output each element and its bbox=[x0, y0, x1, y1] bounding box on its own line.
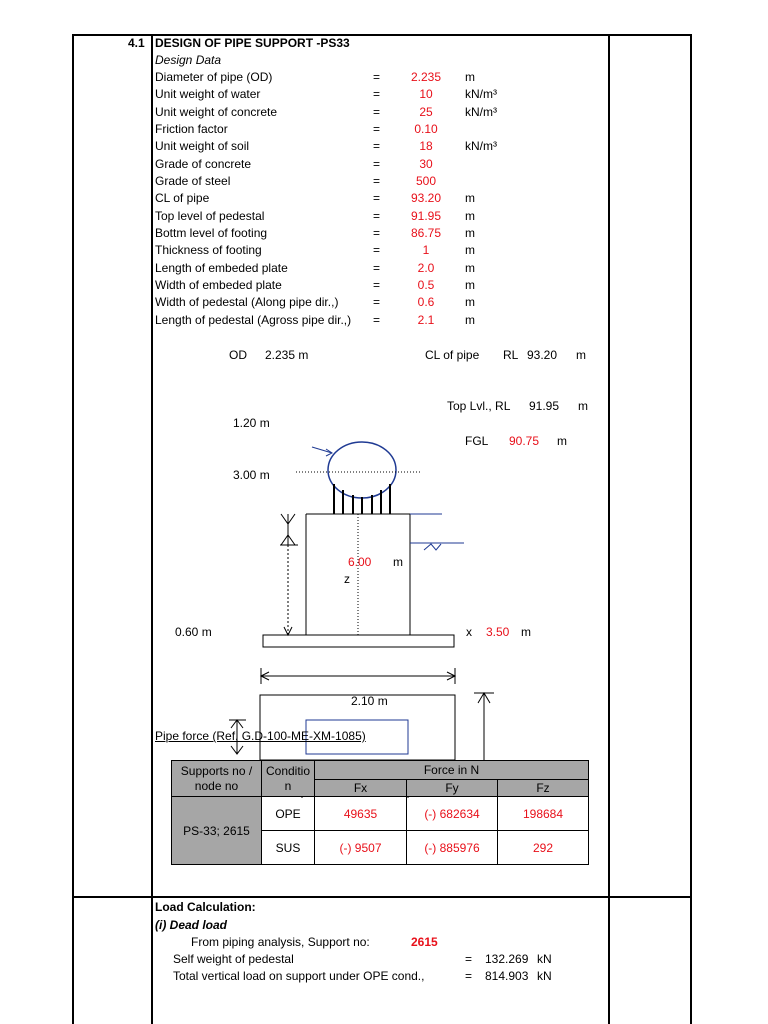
cl-rl: RL bbox=[503, 348, 519, 362]
self-weight-equals: = bbox=[465, 952, 473, 966]
section-number: 4.1 bbox=[128, 36, 145, 50]
row-unit: m bbox=[465, 261, 475, 275]
dim-600-value: 6.00 bbox=[348, 555, 372, 569]
condition-cell: SUS bbox=[262, 831, 315, 865]
row-unit: m bbox=[465, 191, 475, 205]
total-load-equals: = bbox=[465, 969, 473, 983]
top-level-label: Top Lvl., RL bbox=[447, 399, 511, 413]
top-level-unit: m bbox=[578, 399, 588, 413]
table-row bbox=[172, 797, 589, 831]
support-header bbox=[172, 761, 262, 797]
row-label: Grade of steel bbox=[155, 174, 231, 188]
label-column-line bbox=[151, 34, 153, 1024]
fz-cell: 292 bbox=[498, 831, 589, 865]
condition-header bbox=[262, 761, 315, 797]
total-load-unit: kN bbox=[537, 969, 552, 983]
footing bbox=[263, 635, 454, 647]
row-label: Top level of pedestal bbox=[155, 209, 265, 223]
row-value: 2.235 bbox=[410, 70, 442, 84]
row-equals: = bbox=[373, 209, 381, 223]
top-level-value: 91.95 bbox=[529, 399, 560, 413]
row-value: 0.5 bbox=[417, 278, 435, 292]
row-equals: = bbox=[373, 139, 381, 153]
force-arrow bbox=[312, 447, 332, 453]
total-load-value: 814.903 bbox=[485, 969, 529, 983]
support-no-value: 2615 bbox=[411, 935, 438, 949]
row-value: 93.20 bbox=[410, 191, 442, 205]
fx-header: Fx bbox=[315, 780, 407, 797]
row-equals: = bbox=[373, 278, 381, 292]
row-equals: = bbox=[373, 295, 381, 309]
row-value: 0.6 bbox=[417, 295, 435, 309]
row-label: Thickness of footing bbox=[155, 243, 262, 257]
x-axis-label: x bbox=[466, 625, 472, 639]
fgl-label: FGL bbox=[465, 434, 489, 448]
cl-value: 93.20 bbox=[527, 348, 558, 362]
row-label: Width of embeded plate bbox=[155, 278, 282, 292]
dim-120-label: 1.20 m bbox=[233, 416, 270, 430]
od-label: OD bbox=[229, 348, 247, 362]
row-equals: = bbox=[373, 157, 381, 171]
row-label: Unit weight of concrete bbox=[155, 105, 278, 119]
fy-cell: (-) 682634 bbox=[407, 797, 498, 831]
row-equals: = bbox=[373, 191, 381, 205]
row-unit: m bbox=[465, 278, 475, 292]
dead-load-heading: (i) Dead load bbox=[155, 918, 228, 932]
od-value: 2.235 m bbox=[265, 348, 309, 362]
row-unit: m bbox=[465, 243, 475, 257]
row-unit: m bbox=[465, 226, 475, 240]
condition-cell: OPE bbox=[262, 797, 315, 831]
row-value: 91.95 bbox=[410, 209, 442, 223]
row-value: 30 bbox=[419, 157, 433, 171]
row-equals: = bbox=[373, 70, 381, 84]
row-unit: m bbox=[465, 295, 475, 309]
dim-300-label: 3.00 m bbox=[233, 468, 270, 482]
dim-210-label: 2.10 m bbox=[351, 694, 388, 708]
row-label: Friction factor bbox=[155, 122, 228, 136]
row-label: Unit weight of soil bbox=[155, 139, 250, 153]
row-value: 500 bbox=[415, 174, 437, 188]
cl-unit: m bbox=[576, 348, 586, 362]
row-unit: kN/m³ bbox=[465, 105, 497, 119]
left-margin-line bbox=[72, 34, 74, 1024]
content-right-line bbox=[608, 34, 610, 1024]
row-value: 25 bbox=[419, 105, 433, 119]
row-unit: m bbox=[465, 209, 475, 223]
row-label: Length of embeded plate bbox=[155, 261, 288, 275]
row-label: Length of pedestal (Agross pipe dir.,) bbox=[155, 313, 352, 327]
fz-cell: 198684 bbox=[498, 797, 589, 831]
row-label: Diameter of pipe (OD) bbox=[155, 70, 273, 84]
row-equals: = bbox=[373, 226, 381, 240]
row-value: 2.0 bbox=[417, 261, 435, 275]
fy-cell: (-) 885976 bbox=[407, 831, 498, 865]
self-weight-unit: kN bbox=[537, 952, 552, 966]
row-value: 1 bbox=[422, 243, 430, 257]
fy-header: Fy bbox=[407, 780, 498, 797]
cl-label: CL of pipe bbox=[425, 348, 480, 362]
row-label: Width of pedestal (Along pipe dir.,) bbox=[155, 295, 339, 309]
fgl-value: 90.75 bbox=[509, 434, 540, 448]
row-unit: kN/m³ bbox=[465, 87, 497, 101]
dim-600-unit: m bbox=[393, 555, 403, 569]
row-equals: = bbox=[373, 174, 381, 188]
support-cell: PS-33; 2615 bbox=[172, 797, 262, 865]
section-title: DESIGN OF PIPE SUPPORT -PS33 bbox=[155, 36, 350, 50]
dim-350-value: 3.50 bbox=[486, 625, 510, 639]
fx-cell: 49635 bbox=[315, 797, 407, 831]
load-calc-title: Load Calculation: bbox=[155, 900, 256, 914]
z-axis-label: z bbox=[344, 572, 350, 586]
section-divider-line bbox=[72, 896, 692, 898]
force-header: Force in N bbox=[315, 761, 589, 780]
pipe-force-caption: Pipe force (Ref. G.D-100-ME-XM-1085) bbox=[155, 729, 366, 743]
row-label: Unit weight of water bbox=[155, 87, 261, 101]
row-unit: kN/m³ bbox=[465, 139, 497, 153]
from-piping-label: From piping analysis, Support no: bbox=[191, 935, 370, 949]
self-weight-value: 132.269 bbox=[485, 952, 529, 966]
row-value: 86.75 bbox=[410, 226, 442, 240]
right-margin-line bbox=[690, 34, 692, 1024]
row-equals: = bbox=[373, 261, 381, 275]
condition-header-line2: n bbox=[284, 778, 292, 793]
row-equals: = bbox=[373, 105, 381, 119]
self-weight-label: Self weight of pedestal bbox=[173, 952, 294, 966]
dim-060-label: 0.60 m bbox=[175, 625, 212, 639]
force-table bbox=[171, 760, 589, 865]
row-label: Grade of concrete bbox=[155, 157, 252, 171]
row-value: 10 bbox=[419, 87, 433, 101]
row-value: 18 bbox=[419, 139, 433, 153]
pipe-outline bbox=[328, 442, 396, 498]
total-load-label: Total vertical load on support under OPE cond., bbox=[173, 969, 425, 983]
condition-header-line1: Conditio bbox=[265, 763, 311, 778]
row-unit: m bbox=[465, 70, 475, 84]
row-label: CL of pipe bbox=[155, 191, 210, 205]
row-equals: = bbox=[373, 87, 381, 101]
ground-hatch bbox=[424, 544, 441, 550]
row-equals: = bbox=[373, 313, 381, 327]
row-label: Bottm level of footing bbox=[155, 226, 268, 240]
row-equals: = bbox=[373, 122, 381, 136]
support-header-line2: node no bbox=[194, 778, 239, 793]
design-data-heading: Design Data bbox=[155, 53, 222, 67]
support-header-line1: Supports no / bbox=[180, 763, 253, 778]
dim-350-unit: m bbox=[521, 625, 531, 639]
row-equals: = bbox=[373, 243, 381, 257]
fgl-unit: m bbox=[557, 434, 567, 448]
fz-header: Fz bbox=[498, 780, 589, 797]
row-unit: m bbox=[465, 313, 475, 327]
row-value: 0.10 bbox=[414, 122, 438, 136]
row-value: 2.1 bbox=[417, 313, 435, 327]
fx-cell: (-) 9507 bbox=[315, 831, 407, 865]
